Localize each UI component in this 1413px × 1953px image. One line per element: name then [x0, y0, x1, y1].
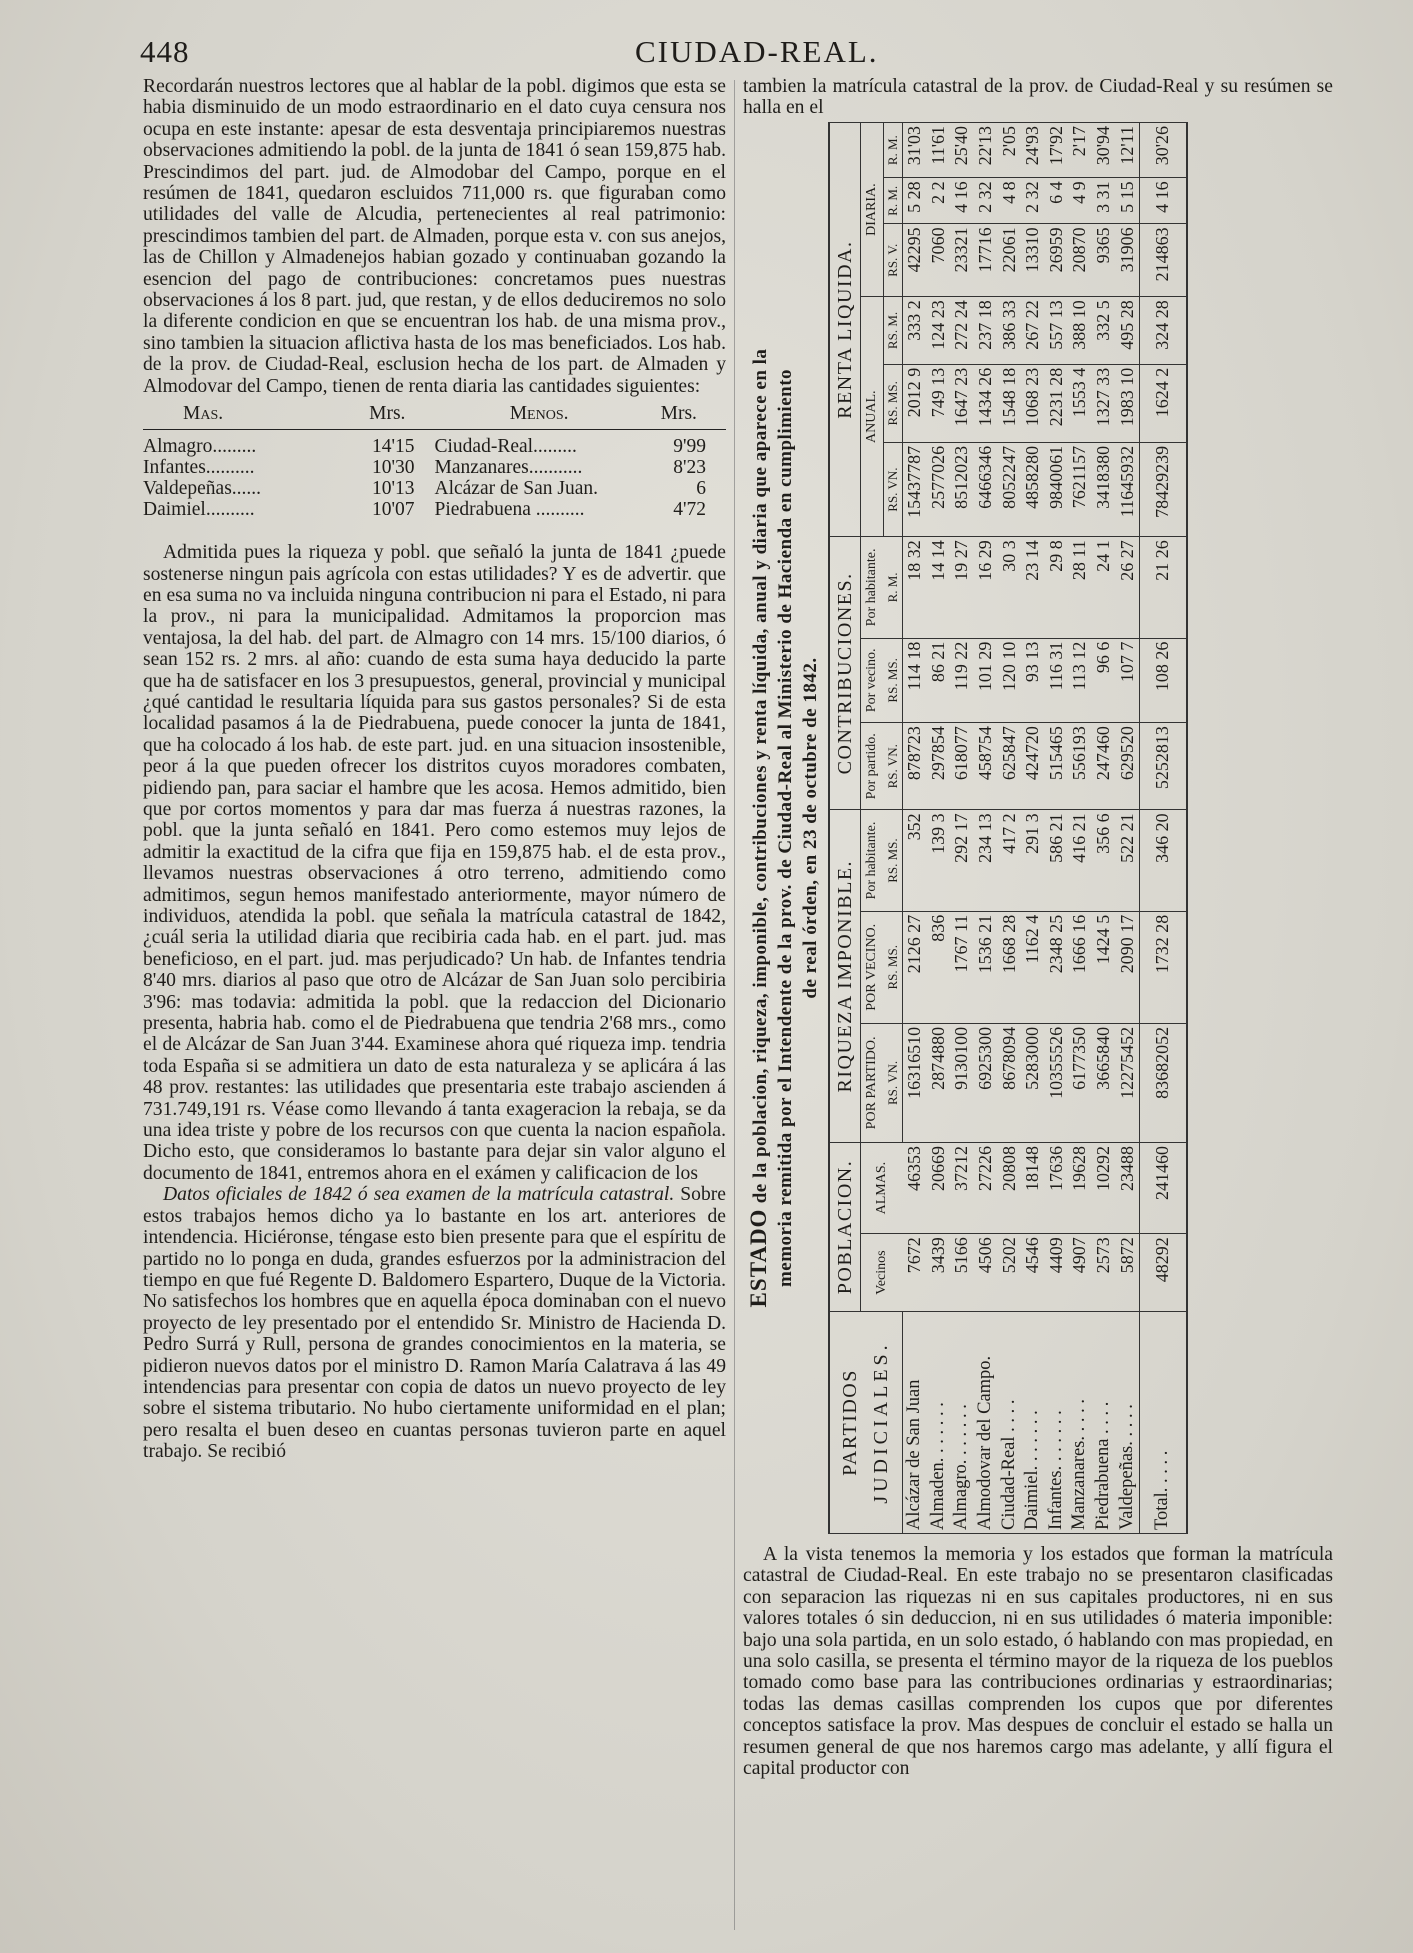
district-cell: Alcázar de San Juan — [903, 1312, 927, 1534]
value-cell: 93 13 — [1021, 638, 1045, 723]
value-cell: 48292 — [1139, 1234, 1187, 1312]
paragraph-3 — [143, 1184, 726, 1462]
district-name: Valdepeñas...... — [143, 478, 262, 500]
value-cell: 29 8 — [1045, 537, 1069, 638]
value-cell: 5283000 — [1021, 1023, 1045, 1142]
value-cell: 346 20 — [1139, 810, 1187, 911]
table-row — [1045, 123, 1069, 1534]
value-cell: 2'05 — [997, 123, 1021, 178]
value-cell: 4 9 — [1068, 178, 1092, 224]
value-cell: 120 10 — [997, 638, 1021, 723]
daily-value: 8'23 — [673, 457, 706, 479]
value-cell: 297854 — [927, 723, 951, 810]
unit-rs-ms: RS. MS. — [884, 911, 903, 1023]
list-menos — [435, 436, 727, 520]
value-cell: 31'03 — [903, 123, 927, 178]
daily-value: 4'72 — [673, 499, 706, 521]
value-cell: 18148 — [1021, 1143, 1045, 1234]
district-name: Almagro......... — [143, 436, 257, 458]
district-cell: Almagro. . . . . . . — [950, 1312, 974, 1534]
table-caption — [746, 122, 823, 1534]
value-cell: 116 31 — [1045, 638, 1069, 723]
value-cell: 4 8 — [997, 178, 1021, 224]
unit-r-m-3: R. M. — [884, 123, 903, 178]
value-cell: 1666 16 — [1068, 911, 1092, 1023]
table-row — [903, 123, 927, 1534]
table-body — [903, 123, 1187, 1534]
daily-income-row — [435, 499, 727, 520]
value-cell: 30 3 — [997, 537, 1021, 638]
daily-income-row — [435, 478, 727, 499]
value-cell: 21 26 — [1139, 537, 1187, 638]
value-cell: 17716 — [974, 224, 998, 297]
value-cell: 8678094 — [997, 1023, 1021, 1142]
value-cell: 30'26 — [1139, 123, 1187, 178]
value-cell: 124 23 — [927, 297, 951, 364]
value-cell: 2348 25 — [1045, 911, 1069, 1023]
value-cell: 20669 — [927, 1143, 951, 1234]
sub-r-vecino: POR VECINO. — [861, 911, 884, 1023]
value-cell: 7621157 — [1068, 442, 1092, 536]
value-cell: 107 7 — [1115, 638, 1139, 723]
value-cell: 24 1 — [1092, 537, 1116, 638]
value-cell: 83682052 — [1139, 1023, 1187, 1142]
value-cell: 11645932 — [1115, 442, 1139, 536]
value-cell: 23488 — [1115, 1143, 1139, 1234]
value-cell: 333 2 — [903, 297, 927, 364]
value-cell: 20808 — [997, 1143, 1021, 1234]
table-row — [950, 123, 974, 1534]
value-cell: 22'13 — [974, 123, 998, 178]
value-cell: 119 22 — [950, 638, 974, 723]
value-cell: 22061 — [997, 224, 1021, 297]
daily-income-heads — [143, 403, 726, 430]
caption-line-2: memoria remitida por el Intendente de la prov. de Ciudad-Real al Ministerio de Hacienda en cumplimiento — [775, 368, 796, 1288]
value-cell: 247460 — [1092, 723, 1116, 810]
value-cell: 214863 — [1139, 224, 1187, 297]
value-cell: 625847 — [997, 723, 1021, 810]
daily-value: 10'07 — [371, 499, 415, 521]
value-cell: 28 11 — [1068, 537, 1092, 638]
value-cell: 1983 10 — [1115, 364, 1139, 442]
value-cell: 2577026 — [927, 442, 951, 536]
value-cell: 1624 2 — [1139, 364, 1187, 442]
value-cell: 86 21 — [927, 638, 951, 723]
section-title: Datos oficiales de 1842 ó sea examen de la matrícula catastral. — [163, 1184, 675, 1206]
caption-line-1: de la poblacion, riqueza, imponible, contribuciones y renta líquida, anual y diaria que aparece en la — [750, 348, 771, 1204]
unit-rs-vn: RS. VN. — [884, 1023, 903, 1142]
value-cell: 6 4 — [1045, 178, 1069, 224]
value-cell: 424720 — [1021, 723, 1045, 810]
table-row — [1068, 123, 1092, 1534]
head-menos: Menos. — [509, 403, 569, 425]
value-cell: 23321 — [950, 224, 974, 297]
value-cell: 113 12 — [1068, 638, 1092, 723]
table-row — [1021, 123, 1045, 1534]
value-cell: 26 27 — [1115, 537, 1139, 638]
group-riqueza: RIQUEZA IMPONIBLE. — [829, 810, 861, 1143]
unit-r-m-2: R. M. — [884, 178, 903, 224]
caption-lead: ESTADO — [746, 1208, 771, 1308]
value-cell: 46353 — [903, 1143, 927, 1234]
value-cell: 5 15 — [1115, 178, 1139, 224]
value-cell: 16 29 — [974, 537, 998, 638]
value-cell: 3439 — [927, 1234, 951, 1312]
value-cell: 2573 — [1092, 1234, 1116, 1312]
value-cell: 4546 — [1021, 1234, 1045, 1312]
group-poblacion: POBLACION. — [829, 1143, 861, 1312]
unit-rs-m: RS. M. — [884, 297, 903, 364]
value-cell: 1536 21 — [974, 911, 998, 1023]
value-cell: 1548 18 — [997, 364, 1021, 442]
daily-income-row — [143, 457, 435, 478]
sub-anual: ANUAL. — [861, 297, 884, 537]
value-cell: 25'40 — [950, 123, 974, 178]
value-cell: 1732 28 — [1139, 911, 1187, 1023]
list-mas — [143, 436, 435, 520]
value-cell: 356 6 — [1092, 810, 1116, 911]
value-cell: 241460 — [1139, 1143, 1187, 1234]
daily-value: 10'30 — [371, 457, 415, 479]
unit-rs-vn-3: RS. VN. — [884, 442, 903, 536]
value-cell: 5202 — [997, 1234, 1021, 1312]
daily-income-table — [143, 403, 726, 520]
value-cell: 27226 — [974, 1143, 998, 1234]
col-partidos — [829, 1312, 903, 1534]
daily-income-row — [435, 436, 727, 457]
statistics-table-frame — [742, 122, 1338, 1534]
value-cell: 495 28 — [1115, 297, 1139, 364]
value-cell: 6925300 — [974, 1023, 998, 1142]
value-cell: 108 26 — [1139, 638, 1187, 723]
value-cell: 6177350 — [1068, 1023, 1092, 1142]
value-cell: 17636 — [1045, 1143, 1069, 1234]
table-row — [997, 123, 1021, 1534]
sub-r-partido: POR PARTIDO. — [861, 1023, 884, 1142]
caption-line-3: de real órden, en 23 de octubre de 1842. — [800, 657, 821, 999]
value-cell: 416 21 — [1068, 810, 1092, 911]
value-cell: 18 32 — [903, 537, 927, 638]
district-cell: Almodovar del Campo. — [974, 1312, 998, 1534]
daily-value: 10'13 — [371, 478, 415, 500]
value-cell: 291 3 — [1021, 810, 1045, 911]
value-cell: 629520 — [1115, 723, 1139, 810]
value-cell: 10292 — [1092, 1143, 1116, 1234]
value-cell: 78429239 — [1139, 442, 1187, 536]
value-cell: 12'11 — [1115, 123, 1139, 178]
value-cell: 19 27 — [950, 537, 974, 638]
value-cell: 2090 17 — [1115, 911, 1139, 1023]
value-cell: 11'61 — [927, 123, 951, 178]
value-cell: 8512023 — [950, 442, 974, 536]
sub-c-hab: Por habitante. — [861, 537, 884, 638]
value-cell: 2874880 — [927, 1023, 951, 1142]
sub-diaria: DIARIA. — [861, 123, 884, 297]
partidos-label-1: PARTIDOS — [839, 1369, 861, 1476]
value-cell: 37212 — [950, 1143, 974, 1234]
value-cell: 2 32 — [974, 178, 998, 224]
page-header — [140, 30, 1338, 74]
value-cell: 9130100 — [950, 1023, 974, 1142]
group-contribuciones: CONTRIBUCIONES. — [829, 537, 861, 810]
district-name: Infantes.......... — [143, 457, 255, 479]
value-cell: 96 6 — [1092, 638, 1116, 723]
paragraph-1: Recordarán nuestros lectores que al hablar de la pobl. digimos que esta se habia disminuido de un modo estraordinario en el dato cuya censura nos ocupa en este instante: apesar de esta desventaja principiaremos nuestras observaciones admitiendo la pobl. de la junta de 1841 ó sean 159,875 hab. Prescindimos del part. jud. de Almodobar del Campo, porque en el resúmen de 1841, quedaron escluidos 711,000 rs. que figuraban como utilidades del valle de Alcudia, pertenecientes al real patrimonio: prescindimos tambien del part. de Almaden, porque esta v. con sus anejos, las de Chillon y Almadenejos habian gozado y continuaban gozando la esencion del pago de contribuciones: concretamos pues nuestras observaciones á los 8 part. jud, que restan, y de ellos deduciremos no solo la diferente condicion en que se encuentran los hab. de una misma prov., sino tambien la situacion aflictiva hasta de los mas beneficiados. Los hab. de la prov. de Ciudad-Real, esclusion hecha de los part. de Almaden y Almodovar del Campo, tienen de renta diaria las cantidades siguientes: — [143, 76, 726, 397]
value-cell: 8052247 — [997, 442, 1021, 536]
column-rule — [734, 80, 735, 1930]
district-cell: Ciudad-Real . . . . — [997, 1312, 1021, 1534]
value-cell: 139 3 — [927, 810, 951, 911]
value-cell: 1553 4 — [1068, 364, 1092, 442]
value-cell: 4 16 — [1139, 178, 1187, 224]
total-row — [1139, 123, 1187, 1534]
unit-rs-vn-2: RS. VN. — [884, 723, 903, 810]
district-cell: Almaden. . . . . . . — [927, 1312, 951, 1534]
paragraph-2: Admitida pues la riqueza y pobl. que señaló la junta de 1841 ¿puede sostenerse ningun pais agrícola con estas utilidades? Y es de advertir. que en esa suma no va incluida ninguna contribucion ni para el Estado, ni para la prov., ni para la municipalidad. Admitamos la proporcion mas ventajosa, la del hab. del part. de Almagro con 14 mrs. 15/100 diarios, ó sean 152 rs. 2 mrs. al año: cuando de esta suma haya deducido la parte que ha de satisfacer en los 3 presupuestos, general, provincial y municipal ¿qué cantidad le resultaria líquida para sus gastos personales? Si de esta localidad pasamos á la de Piedrabuena, puede conocer la junta de 1841, que ha colocado á los hab. de este part. jud. en una situacion insostenible, peor á la que pueden ofrecer los distritos cuyos moradores combaten, pidiendo pan, para saciar el hambre que les acosa. Hemos admitido, bien que por cortos momentos y para dar mas fuerza á nuestras razones, la pobl. que la junta señaló en 1841. Pero como estemos muy lejos de admitir la exactitud de la cifra que fija en 159,875 hab. el de esta prov., llevamos nuestras observaciones á otro terreno, admitiendo como admitimos, segun hemos manifestado anteriormente, mayor número de individuos, atendida la pobl. que señala la matrícula catastral de 1842, ¿cuál seria la utilidad diaria que recibiria cada hab. en el part. jud. mas beneficioso, en el part. jud. mas perjudicado? Un hab. de Infantes tendria 8'40 mrs. diarios al paso que otro de Alcázar de San Juan solo percibiria 3'96: mas todavia: admitida la pobl. que la redaccion del Dicionario presenta, habria hab. como el de Piedrabuena que tendria 2'68 mrs., como el de Alcázar de San Juan 3'44. Examinese ahora qué riqueza imp. tendria toda España si se admitiera un dato de esta naturaleza y se aplicára á las 48 prov. restantes: las utilidades que presentaria este trabajo ascienden á 731.749,191 rs. Véase como llevando á tanta exageracion la rebaja, se da una idea triste y pobre de los recursos con que cuenta la nacion española. Dicho esto, que consideramos lo bastante para dejar sin valor alguno el documento de 1841, entremos ahora en el exámen y calificacion de los — [143, 542, 726, 1184]
daily-income-row — [435, 457, 727, 478]
head-mas: Mas. — [183, 403, 224, 425]
district-name: Alcázar de San Juan. — [434, 478, 599, 500]
value-cell: 2 32 — [1021, 178, 1045, 224]
head-mrs-1: Mrs. — [369, 403, 406, 425]
value-cell: 23 14 — [1021, 537, 1045, 638]
value-cell: 9365 — [1092, 224, 1116, 297]
value-cell: 1327 33 — [1092, 364, 1116, 442]
table-row — [1092, 123, 1116, 1534]
value-cell: 4907 — [1068, 1234, 1092, 1312]
district-name: Piedrabuena .......... — [434, 499, 585, 521]
unit-rs-ms-2: RS. MS. — [884, 638, 903, 723]
value-cell: 458754 — [974, 723, 998, 810]
district-name: Daimiel.......... — [143, 499, 255, 521]
value-cell: 272 24 — [950, 297, 974, 364]
unit-rs-v: RS. V. — [884, 224, 903, 297]
right-column-bottom — [743, 1544, 1333, 1779]
page-number: 448 — [140, 34, 190, 69]
value-cell: 3 31 — [1092, 178, 1116, 224]
district-name: Ciudad-Real......... — [434, 436, 577, 458]
value-cell: 2 2 — [927, 178, 951, 224]
value-cell: 1668 28 — [997, 911, 1021, 1023]
value-cell: 237 18 — [974, 297, 998, 364]
district-cell: Infantes. . . . . . . — [1045, 1312, 1069, 1534]
value-cell: 14 14 — [927, 537, 951, 638]
value-cell: 2126 27 — [903, 911, 927, 1023]
daily-income-row — [143, 478, 435, 499]
daily-value: 9'99 — [673, 436, 706, 458]
value-cell: 2231 28 — [1045, 364, 1069, 442]
value-cell: 267 22 — [1021, 297, 1045, 364]
value-cell: 114 18 — [903, 638, 927, 723]
value-cell: 332 5 — [1092, 297, 1116, 364]
value-cell: 749 13 — [927, 364, 951, 442]
running-head: CIUDAD-REAL. — [635, 34, 879, 69]
value-cell: 9840061 — [1045, 442, 1069, 536]
value-cell: 1068 23 — [1021, 364, 1045, 442]
value-cell: 17'92 — [1045, 123, 1069, 178]
district-name: Manzanares........... — [434, 457, 583, 479]
unit-rs-ms-b: RS. MS. — [884, 810, 903, 911]
sub-vecinos: Vecinos — [861, 1234, 903, 1312]
value-cell: 522 21 — [1115, 810, 1139, 911]
value-cell: 31906 — [1115, 224, 1139, 297]
value-cell: 2012 9 — [903, 364, 927, 442]
value-cell: 515465 — [1045, 723, 1069, 810]
value-cell: 324 28 — [1139, 297, 1187, 364]
district-cell: Daimiel. . . . . . . — [1021, 1312, 1045, 1534]
value-cell: 586 21 — [1045, 810, 1069, 911]
value-cell: 5872 — [1115, 1234, 1139, 1312]
right-top-text: tambien la matrícula catastral de la prov. de Ciudad-Real y su resúmen se halla en el — [743, 76, 1333, 119]
value-cell: 15437787 — [903, 442, 927, 536]
value-cell: 42295 — [903, 224, 927, 297]
value-cell: 30'94 — [1092, 123, 1116, 178]
value-cell: 1162 4 — [1021, 911, 1045, 1023]
value-cell: 618077 — [950, 723, 974, 810]
value-cell: 24'93 — [1021, 123, 1045, 178]
value-cell: 7060 — [927, 224, 951, 297]
value-cell: 5 28 — [903, 178, 927, 224]
district-cell: Valdepeñas. . . . . — [1115, 1312, 1139, 1534]
value-cell: 878723 — [903, 723, 927, 810]
value-cell: 4409 — [1045, 1234, 1069, 1312]
value-cell: 12275452 — [1115, 1023, 1139, 1142]
district-cell: Manzanares. . . . . — [1068, 1312, 1092, 1534]
sub-almas: ALMAS. — [861, 1143, 903, 1234]
daily-value: 14'15 — [371, 436, 415, 458]
value-cell: 20870 — [1068, 224, 1092, 297]
partidos-label-2: JUDICIALES. — [870, 1341, 892, 1504]
value-cell: 556193 — [1068, 723, 1092, 810]
unit-r-m: R. M. — [884, 537, 903, 638]
value-cell: 3418380 — [1092, 442, 1116, 536]
table-row — [974, 123, 998, 1534]
value-cell: 4 16 — [950, 178, 974, 224]
value-cell: 16316510 — [903, 1023, 927, 1142]
sub-r-hab: Por habitante. — [861, 810, 884, 911]
value-cell: 1767 11 — [950, 911, 974, 1023]
value-cell: 1434 26 — [974, 364, 998, 442]
value-cell: 292 17 — [950, 810, 974, 911]
paragraph-3-text: Sobre estos trabajos hemos dicho ya lo bastante en los art. anteriores de intendencia. Hiciéronse, téngase esto bien presente para que el espíritu de partido no lo ponga en duda, grandes esfuerzos por la administracion del tiempo en que fué Regente D. Baldomero Espartero, Duque de la Victoria. No satisfechos los hombres que en aquella época dominaban con el nuevo proyecto de ley presentado por el entendido Sr. Ministro de Hacienda D. Pedro Surrá y Rull, persona de grandes conocimientos en la materia, se pidieron nuevos datos por el ministro D. Ramon María Calatrava á las 49 intendencias para presentar con copia de datos un nuevo proyecto de ley sobre el sistema tributario. No hubo ciertamente uniformidad en el plan; pero resalta el buen deseo en cuantas personas tuvieron parte en aquel trabajo. Se recibió — [143, 1184, 726, 1463]
value-cell: 6466346 — [974, 442, 998, 536]
value-cell: 417 2 — [997, 810, 1021, 911]
table-row — [927, 123, 951, 1534]
sub-c-partido: Por partido. — [861, 723, 884, 810]
daily-income-row — [143, 436, 435, 457]
daily-income-row — [143, 499, 435, 520]
value-cell: 386 33 — [997, 297, 1021, 364]
right-bottom-text: A la vista tenemos la memoria y los estados que forman la matrícula catastral de Ciudad-Real. En este trabajo no se presentaron clasificadas con separacion las riquezas ni en sus capitales productores, ni en sus valores totales ó sin deduccion, ni en sus utilidades ó materia imponible: bajo una sola partida, en un solo estado, ó hablando con mas propiedad, en una solo casilla, se presenta el término mayor de la riqueza de los pueblos tomado como base para las contribuciones ordinarias y estraordinarias; todas las demas casillas comprenden los cupos que por diferentes conceptos satisface la prov. Mas despues de concluir el estado se halla un resumen general de que nos haremos cargo mas adelante, y allí figura el capital productor con — [743, 1544, 1333, 1780]
value-cell: 1424 5 — [1092, 911, 1116, 1023]
left-column — [143, 76, 726, 1463]
rotated-table — [742, 122, 1338, 1534]
value-cell: 352 — [903, 810, 927, 911]
value-cell: 101 29 — [974, 638, 998, 723]
value-cell: 13310 — [1021, 224, 1045, 297]
unit-rs-ms-3: RS. MS. — [884, 364, 903, 442]
value-cell: 836 — [927, 911, 951, 1023]
daily-value: 6 — [696, 478, 706, 500]
head-mrs-2: Mrs. — [660, 403, 697, 425]
value-cell: 1647 23 — [950, 364, 974, 442]
value-cell: 3665840 — [1092, 1023, 1116, 1142]
value-cell: 388 10 — [1068, 297, 1092, 364]
value-cell: 7672 — [903, 1234, 927, 1312]
value-cell: 557 13 — [1045, 297, 1069, 364]
value-cell: 4858280 — [1021, 442, 1045, 536]
value-cell: 4506 — [974, 1234, 998, 1312]
group-renta: RENTA LIQUIDA. — [829, 123, 861, 537]
value-cell: 234 13 — [974, 810, 998, 911]
right-column-top — [743, 76, 1333, 119]
table-row — [1115, 123, 1139, 1534]
value-cell: 2'17 — [1068, 123, 1092, 178]
value-cell: 5166 — [950, 1234, 974, 1312]
district-cell: Piedrabuena . . . . — [1092, 1312, 1116, 1534]
sub-c-vecino: Por vecino. — [861, 638, 884, 723]
value-cell: 5252813 — [1139, 723, 1187, 810]
statistics-table — [828, 122, 1188, 1534]
district-cell: Total. . . . . — [1139, 1312, 1187, 1534]
value-cell: 10355526 — [1045, 1023, 1069, 1142]
value-cell: 19628 — [1068, 1143, 1092, 1234]
value-cell: 26959 — [1045, 224, 1069, 297]
